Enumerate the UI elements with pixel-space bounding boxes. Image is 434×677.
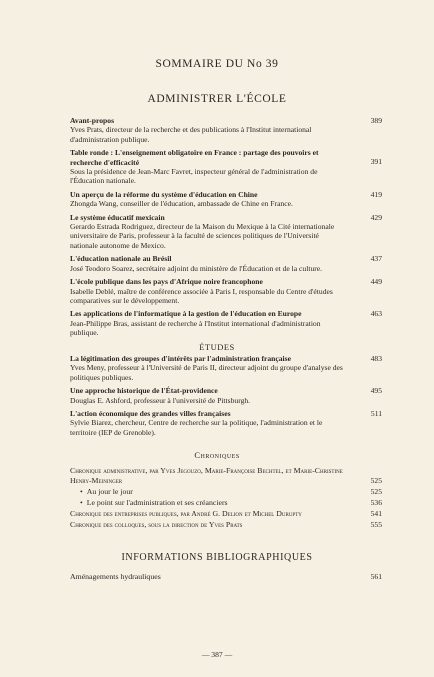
entry-title: Les applications de l'informatique à la gestion de l'éducation en Europe <box>70 309 302 319</box>
page-title: SOMMAIRE DU No 39 <box>155 58 279 70</box>
toc-entry <box>70 277 382 305</box>
entry-desc: Sous la présidence de Jean-Marc Favret, inspecteur général de l'administration de l'Éducation nationale. <box>70 167 318 186</box>
page-number: — 387 — <box>201 650 233 659</box>
entry-desc: Chronique des colloques, sous la direction de Yves Prats <box>70 520 243 529</box>
entry-desc: • Le point sur l'administration et ses créanciers <box>80 498 382 508</box>
entry-title: Un aperçu de la réforme du système d'éducation en Chine <box>70 189 258 199</box>
entry-title: Avant-propos <box>70 116 115 125</box>
entry-title: Table ronde : L'enseignement obligatoire en France : partage des pouvoirs et recherche d'efficacité <box>70 148 319 167</box>
toc-entry <box>70 509 382 519</box>
toc-entry <box>70 466 382 486</box>
toc-entry <box>70 254 382 273</box>
entry-desc: Chronique administrative, par Yves Jegouzo, Marie-Françoise Bechtel, et Marie-Christine Henry-Meininger <box>70 466 343 485</box>
entry-page: 541 <box>370 509 382 518</box>
entry-desc: Yves Prats, directeur de la recherche et des publications à l'Institut international d'administration publique. <box>70 125 312 144</box>
toc-entry <box>70 498 382 508</box>
biblio-entries <box>70 572 382 582</box>
entry-page: 449 <box>370 277 382 287</box>
entry-desc: Gerardo Estrada Rodriguez, directeur de la Maison du Mexique à la Cité internationale universitaire de Paris, professeur à la faculté de sciences politiques de l'Université nationale autonome de Mexico. <box>70 222 335 250</box>
entry-desc: Jean-Philippe Bras, assistant de recherche à l'Institut international d'administration publique. <box>70 318 321 338</box>
entry-page: 495 <box>370 386 382 396</box>
toc-entry <box>70 116 382 144</box>
section-heading-etudes: ÉTUDES <box>199 342 235 352</box>
entry-page: 525 <box>370 487 382 496</box>
entry-page: 511 <box>370 409 382 419</box>
entry-title: Une approche historique de l'État-providence <box>70 386 218 396</box>
entry-title: L'action économique des grandes villes françaises <box>70 409 231 419</box>
toc-entry <box>70 213 382 251</box>
entry-title: L'école publique dans les pays d'Afrique noire francophone <box>70 277 263 287</box>
entry-title: La légitimation des groupes d'intérêts par l'administration française <box>70 354 291 363</box>
entry-page: 536 <box>370 498 382 507</box>
toc-entry <box>70 309 382 337</box>
entry-desc: José Teodoro Soarez, secrétaire adjoint du ministère de l'Éducation et de la culture. <box>70 263 323 273</box>
section-heading-admin: ADMINISTRER L'ÉCOLE <box>147 93 287 105</box>
toc-entry <box>70 386 382 405</box>
entry-desc: Chronique des entreprises publiques, par André G. Delion et Michel Durupty <box>70 509 302 518</box>
toc-entry <box>70 190 382 209</box>
chroniques-entries <box>70 466 382 530</box>
entry-title: L'éducation nationale au Brésil <box>70 254 172 264</box>
entry-desc: Isabelle Deblé, maître de conférence associée à Paris I, responsable du Centre d'études comparatives sur le développement. <box>70 286 333 305</box>
section-heading-biblio: INFORMATIONS BIBLIOGRAPHIQUES <box>121 552 313 563</box>
entry-page: 419 <box>370 189 382 199</box>
entry-page: 463 <box>370 309 382 319</box>
etudes-entries <box>70 354 382 437</box>
entry-page: 429 <box>370 212 382 222</box>
entry-desc: Aménagements hydrauliques <box>70 572 161 581</box>
toc-entry <box>70 487 382 497</box>
toc-entry <box>70 148 382 186</box>
entry-desc: Yves Meny, professeur à l'Université de Paris II, directeur adjoint du groupe d'analyse des politiques publiques. <box>70 363 343 382</box>
entry-page: 437 <box>370 254 382 264</box>
toc-entry <box>70 520 382 530</box>
entry-page: 555 <box>370 520 382 529</box>
entry-page: 483 <box>370 354 382 363</box>
entry-desc: • Au jour le jour <box>80 487 382 497</box>
section-heading-chroniques: Chroniques <box>194 450 240 460</box>
toc-entry <box>70 409 382 437</box>
toc-entry <box>70 354 382 382</box>
entry-desc: Sylvie Biarez, chercheur, Centre de recherche sur la politique, l'administration et le territoire (IEP de Grenoble). <box>70 418 323 437</box>
entry-page: 525 <box>370 476 382 485</box>
entry-page: 389 <box>370 116 382 125</box>
admin-entries <box>70 116 382 338</box>
toc-entry <box>70 572 382 582</box>
entry-page: 391 <box>370 157 382 167</box>
entry-page: 561 <box>370 572 382 581</box>
entry-desc: Douglas E. Ashford, professeur à l'université de Pittsburgh. <box>70 395 251 405</box>
entry-title: Le système éducatif mexicain <box>70 212 165 222</box>
entry-desc: Zhongda Wang, conseiller de l'éducation, ambassade de Chine en France. <box>70 199 293 209</box>
